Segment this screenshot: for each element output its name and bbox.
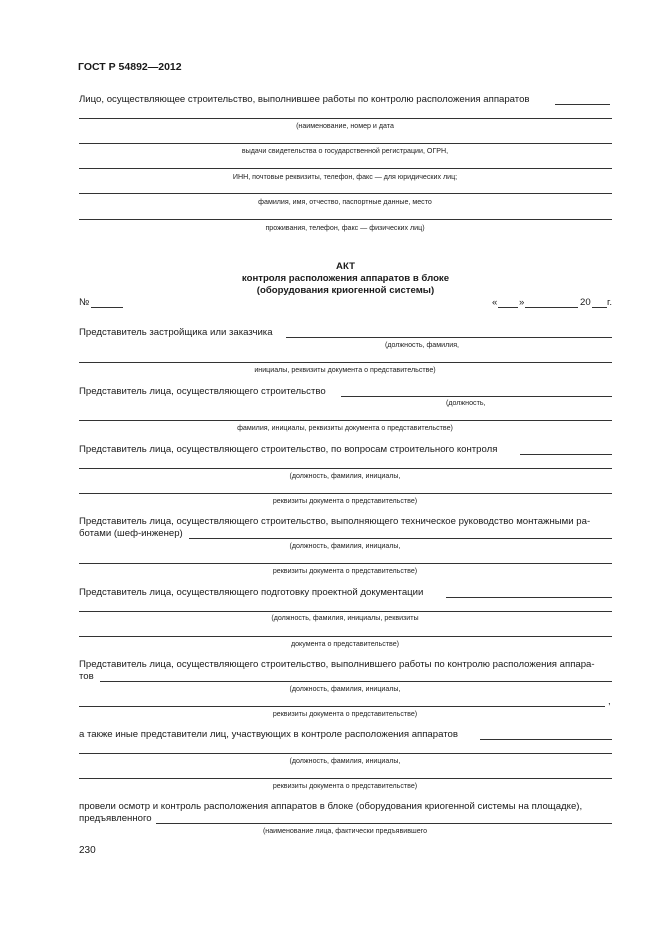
rep6-line-2[interactable]: [79, 706, 605, 707]
intro-caption-5: проживания, телефон, факс — физических лиц): [265, 224, 425, 232]
rep3-text: Представитель лица, осуществляющего строительство, по вопросам строительного контроля: [79, 444, 498, 455]
rep1-caption-1: (должность, фамилия,: [385, 341, 460, 349]
act-title: АКТ: [336, 261, 355, 272]
act-number-label: №: [79, 297, 90, 308]
intro-caption-2: выдачи свидетельства о государственной регистрации, ОГРН,: [241, 147, 449, 155]
date-close-quote: »: [519, 297, 525, 308]
rep2-text: Представитель лица, осуществляющего строительство: [79, 386, 326, 397]
intro-fill-line[interactable]: [555, 104, 610, 105]
rep4-field[interactable]: [189, 538, 612, 539]
intro-caption-3: ИНН, почтовые реквизиты, телефон, факс — для юридических лиц;: [232, 173, 458, 181]
intro-line-1[interactable]: [79, 118, 612, 119]
final-field[interactable]: [156, 823, 612, 824]
rep7-caption-1: (должность, фамилия, инициалы,: [289, 757, 401, 765]
rep6-text-1: Представитель лица, осуществляющего строительство, выполнившего работы по контролю расположения аппара-: [79, 659, 595, 670]
rep5-caption-2: документа о представительстве): [290, 640, 400, 648]
final-text-1: провели осмотр и контроль расположения аппаратов в блоке (оборудования криогенной системы на площадке),: [79, 801, 583, 812]
rep3-field[interactable]: [520, 454, 612, 455]
document-code: ГОСТ Р 54892—2012: [78, 61, 182, 73]
rep7-field[interactable]: [480, 739, 612, 740]
intro-line-5[interactable]: [79, 219, 612, 220]
rep2-caption-1: (должность,: [446, 399, 486, 407]
act-number-field[interactable]: [91, 307, 123, 308]
rep2-line-2[interactable]: [79, 420, 612, 421]
rep5-field[interactable]: [446, 597, 612, 598]
rep7-line-2[interactable]: [79, 778, 612, 779]
date-year-suffix: г.: [607, 297, 612, 308]
rep5-line-2[interactable]: [79, 636, 612, 637]
rep6-text-2: тов: [79, 671, 94, 682]
rep4-text-2: ботами (шеф-инженер): [79, 528, 183, 539]
rep7-line-1[interactable]: [79, 753, 612, 754]
intro-line-3[interactable]: [79, 168, 612, 169]
intro-text: Лицо, осуществляющее строительство, выполнившее работы по контролю расположения аппаратов: [79, 94, 530, 105]
rep7-caption-2: реквизиты документа о представительстве): [272, 782, 418, 790]
act-subtitle: контроля расположения аппаратов в блоке: [241, 273, 450, 284]
rep4-caption-2: реквизиты документа о представительстве): [272, 567, 418, 575]
date-year-field[interactable]: [592, 307, 607, 308]
rep6-comma: ,: [608, 696, 611, 707]
rep1-line-2[interactable]: [79, 362, 612, 363]
rep6-caption-1: (должность, фамилия, инициалы,: [289, 685, 401, 693]
date-day-field[interactable]: [498, 307, 518, 308]
rep3-caption-1: (должность, фамилия, инициалы,: [289, 472, 401, 480]
rep4-text-1: Представитель лица, осуществляющего строительство, выполняющего техническое руководство монтажными ра-: [79, 516, 591, 527]
final-text-2: предъявленного: [79, 813, 152, 824]
date-year-prefix: 20: [580, 297, 591, 308]
rep1-text: Представитель застройщика или заказчика: [79, 327, 273, 338]
rep2-caption-2: фамилия, инициалы, реквизиты документа о представительстве): [237, 424, 453, 432]
rep7-text: а также иные представители лиц, участвующих в контроле расположения аппаратов: [79, 729, 458, 740]
rep6-caption-2: реквизиты документа о представительстве): [272, 710, 418, 718]
rep1-field[interactable]: [286, 337, 612, 338]
rep6-field[interactable]: [100, 681, 612, 682]
intro-line-2[interactable]: [79, 143, 612, 144]
page-number: 230: [79, 845, 96, 856]
rep3-line-1[interactable]: [79, 468, 612, 469]
rep4-caption-1: (должность, фамилия, инициалы,: [289, 542, 401, 550]
rep3-line-2[interactable]: [79, 493, 612, 494]
rep4-line-2[interactable]: [79, 563, 612, 564]
rep5-line-1[interactable]: [79, 611, 612, 612]
date-month-field[interactable]: [525, 307, 578, 308]
intro-line-4[interactable]: [79, 193, 612, 194]
intro-caption-4: фамилия, имя, отчество, паспортные данные, место: [258, 198, 432, 206]
act-subtitle-2: (оборудования криогенной системы): [256, 285, 435, 296]
rep1-caption-2: инициалы, реквизиты документа о представительстве): [254, 366, 436, 374]
rep5-text: Представитель лица, осуществляющего подготовку проектной документации: [79, 587, 424, 598]
rep3-caption-2: реквизиты документа о представительстве): [272, 497, 418, 505]
rep2-field[interactable]: [341, 396, 612, 397]
intro-caption-1: (наименование, номер и дата: [296, 122, 394, 130]
rep5-caption-1: (должность, фамилия, инициалы, реквизиты: [271, 614, 419, 622]
final-caption-1: (наименование лица, фактически предъявившего: [262, 827, 428, 835]
date-open-quote: «: [492, 297, 498, 308]
